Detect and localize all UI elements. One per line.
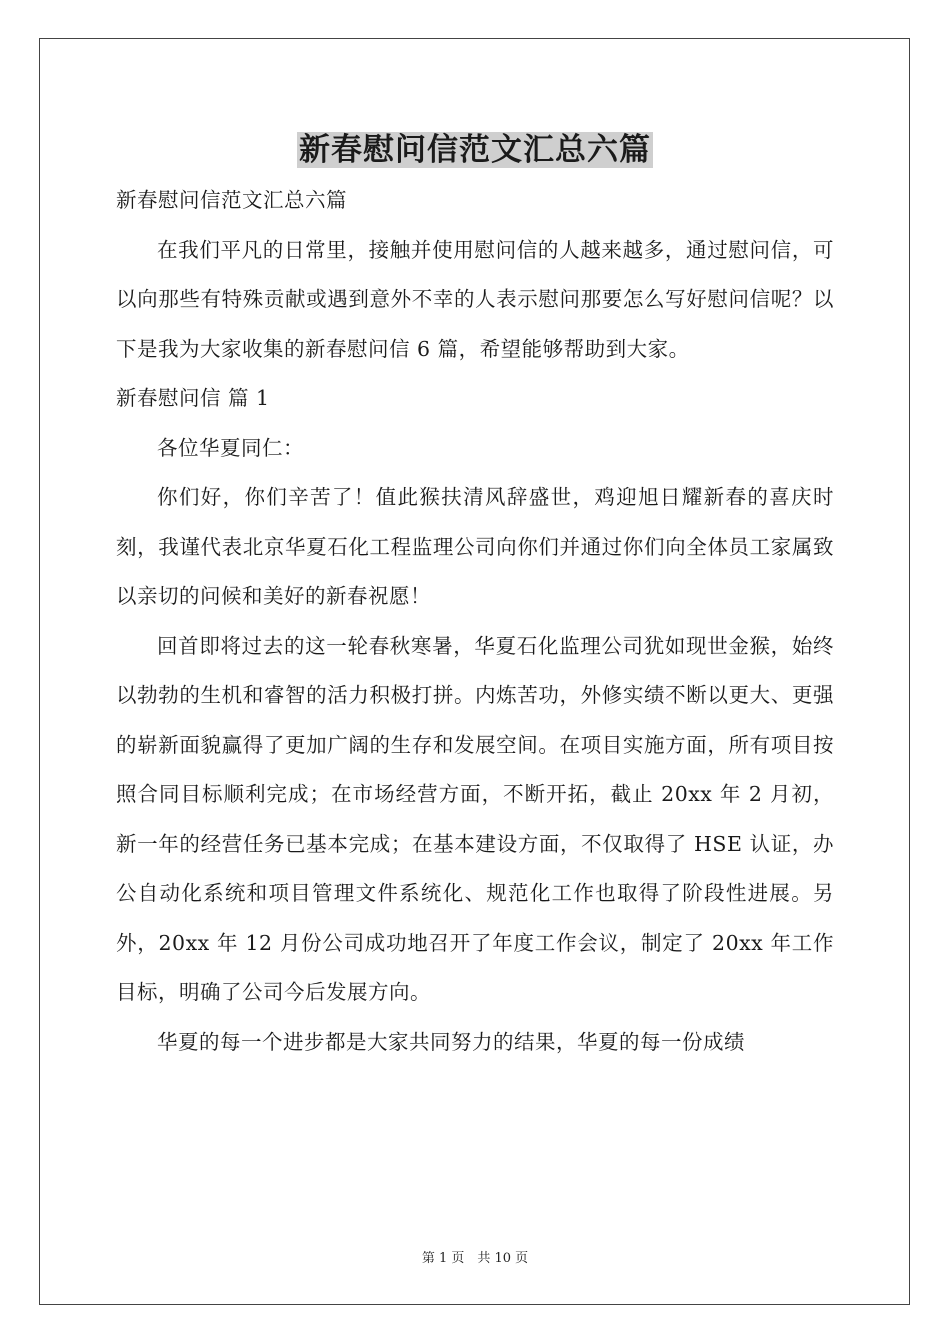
section-heading: 新春慰问信 篇 1: [116, 386, 270, 410]
body-paragraph: 你们好，你们辛苦了！值此猴扶清风辞盛世，鸡迎旭日耀新春的喜庆时刻，我谨代表北京华夏石化工程监理公司向你们并通过你们向全体员工家属致以亲切的问候和美好的新春祝愿！: [116, 485, 834, 608]
salutation: 各位华夏同仁：: [157, 435, 304, 460]
subtitle-line: 新春慰问信范文汇总六篇: [116, 188, 347, 212]
intro-paragraph: 在我们平凡的日常里，接触并使用慰问信的人越来越多，通过慰问信，可以向那些有特殊贡献或遇到意外不幸的人表示慰问那要怎么写好慰问信呢？以下是我为大家收集的新春慰问信 6 篇，希望能够帮助到大家。: [116, 237, 834, 361]
page-footer: 第 1 页 共 10 页: [421, 1251, 529, 1266]
body-paragraph: 华夏的每一个进步都是大家共同努力的结果，华夏的每一份成绩: [157, 1029, 745, 1054]
document-title-text: 新春慰问信范文汇总六篇: [299, 132, 651, 168]
document-body: [116, 176, 834, 1067]
document-title: [0, 128, 950, 172]
body-paragraph: 回首即将过去的这一轮春秋寒暑，华夏石化监理公司犹如现世金猴，始终以勃勃的生机和睿智的活力积极打拼。内炼苦功，外修实绩不断以更大、更强的崭新面貌赢得了更加广阔的生存和发展空间。在项目实施方面，所有项目按照合同目标顺利完成；在市场经营方面，不断开拓，截止 20xx 年 2 月初，新一年的经营任务已基本完成；在基本建设方面，不仅取得了 HSE 认证，办公自动化系统和项目管理文件系统化、规范化工作也取得了阶段性进展。另外，20xx 年 12 月份公司成功地召开了年度工作会议，制定了 20xx 年工作目标，明确了公司今后发展方向。: [116, 633, 834, 1004]
